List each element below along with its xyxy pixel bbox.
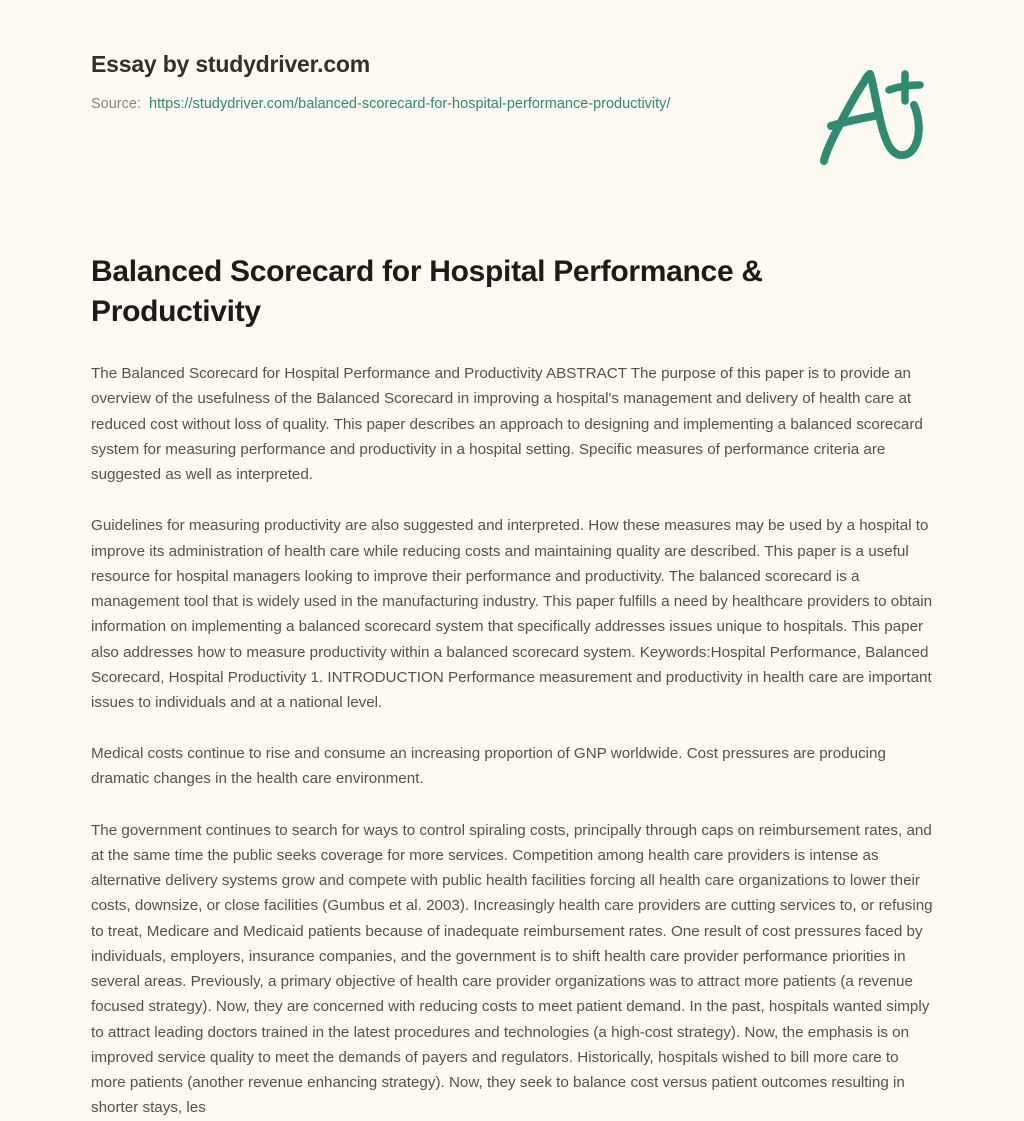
article-paragraph: Guidelines for measuring productivity are also suggested and interpreted. How these measures may be used by a hospital to improve its administration of health care while reducing costs and maintaining quality are described. This paper is a useful resource for hospital managers looking to improve their performance and productivity. The balanced scorecard is a management tool that is widely used in the manufacturing industry. This paper fulfills a need by healthcare providers to obtain information on implementing a balanced scorecard system that specifically addresses issues unique to hospitals. This paper also addresses how to measure productivity within a balanced scorecard system. Keywords:Hospital Performance, Balanced Scorecard, Hospital Productivity 1. INTRODUCTION Performance measurement and productivity in health care are important issues to individuals and at a national level. bbox=[91, 517, 933, 711]
article-paragraph: The Balanced Scorecard for Hospital Performance and Productivity ABSTRACT The purpose of this paper is to provide an overview of the usefulness of the Balanced Scorecard in improving a hospital's management and delivery of health care at reduced cost without loss of quality. This paper describes an approach to designing and implementing a balanced scorecard system for measuring performance and productivity in a hospital setting. Specific measures of performance criteria are suggested as well as interpreted. bbox=[91, 365, 923, 484]
page-header bbox=[0, 0, 1024, 200]
article-body bbox=[91, 361, 933, 1120]
article-paragraph: The government continues to search for ways to control spiraling costs, principally through caps on reimbursement rates, and at the same time the public seeks coverage for more services. Competition among health care providers is intense as alternative delivery systems grow and compete with public health facilities forcing all health care organizations to lower their costs, downsize, or close facilities (Gumbus et al. 2003). Increasingly health care providers are cutting services to, or refusing to treat, Medicare and Medicaid patients because of inadequate reimbursement rates. One result of cost pressures faced by individuals, employers, insurance companies, and the government is to shift health care provider performance priorities in several areas. Previously, a primary objective of health care provider organizations was to attract more patients (a revenue focused strategy). Now, they are concerned with reducing costs to meet patient demand. In the past, hospitals wanted simply to attract leading doctors trained in the latest procedures and technologies (a high-cost strategy). Now, the emphasis is on improved service quality to meet the demands of payers and regulators. Historically, hospitals wished to bill more care to more patients (another revenue enhancing strategy). Now, they seek to balance cost versus patient outcomes resulting in shorter stays, les bbox=[91, 821, 933, 1117]
article bbox=[91, 252, 933, 1121]
source-label: Source: bbox=[91, 95, 141, 112]
page-title: Balanced Scorecard for Hospital Performance & Productivity bbox=[91, 255, 763, 328]
brand-block bbox=[91, 50, 731, 115]
article-paragraph: Medical costs continue to rise and consume an increasing proportion of GNP worldwide. Cost pressures are producing dramatic changes in the health care environment. bbox=[91, 745, 886, 788]
source-url-link[interactable]: https://studydriver.com/balanced-scorecard-for-hospital-performance-productivity/ bbox=[149, 95, 671, 112]
a-plus-logo bbox=[812, 64, 932, 172]
source-line bbox=[91, 93, 731, 115]
brand-title: Essay by studydriver.com bbox=[91, 51, 371, 77]
